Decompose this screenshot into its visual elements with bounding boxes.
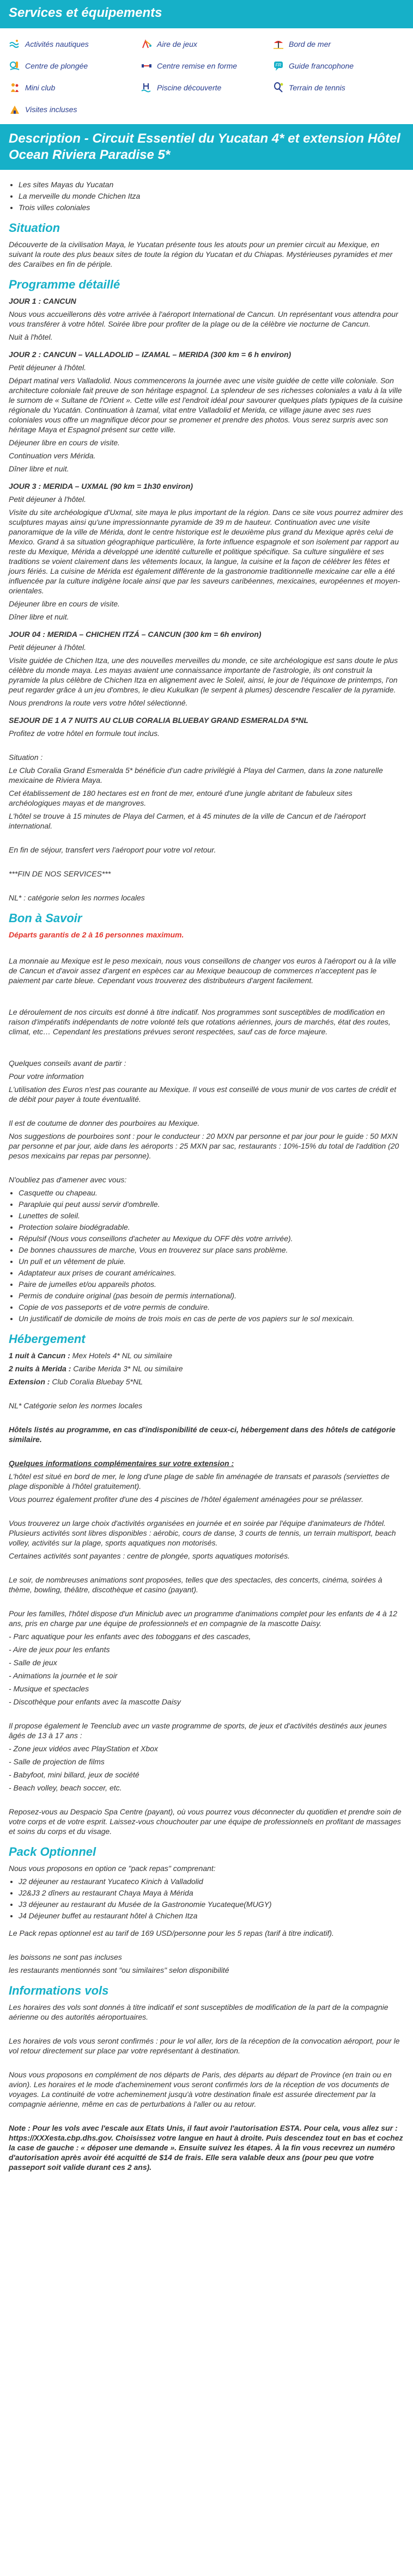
situation-text: Découverte de la civilisation Maya, le Yucatan présente tous les atouts pour un premier circuit au Mexique, en suivant la route des plus beaux sites de toute la région du Yucatan et du Chiapas. Mystérieuses pyramides et mer des Caraïbes en fin de périple.: [9, 240, 393, 268]
lodging-nl-note: NL* Catégorie selon les normes locales: [9, 1401, 143, 1410]
day-title: JOUR 2 : CANCUN – VALLADOLID – IZAMAL – MERIDA (300 km = 6 h environ): [9, 350, 291, 359]
diving-icon: [9, 60, 21, 72]
list-item: • Répulsif (Nous vous conseillons d'acheter au Mexique du OFF dès votre arrivée).: [19, 1234, 404, 1243]
list-item: • Copie de vos passeports et de votre permis de conduire.: [19, 1302, 404, 1312]
list-item: • Lunettes de soleil.: [19, 1211, 404, 1220]
visit-icon: [9, 103, 21, 115]
list-item: • Les sites Mayas du Yucatan: [19, 180, 404, 189]
amenity-item: Centre remise en forme: [141, 60, 272, 72]
list-item: • Paire de jumelles et/ou appareils photos.: [19, 1279, 404, 1289]
list-item: • Trois villes coloniales: [19, 203, 404, 212]
optional-restaurants: les restaurants mentionnés sont "ou similaires" selon disponibilité: [9, 1966, 229, 1974]
optional-drinks: les boissons ne sont pas incluses: [9, 1953, 122, 1961]
pool-icon: [141, 82, 153, 94]
day-block: JOUR 3 : MERIDA – UXMAL (90 km = 1h30 environ) Petit déjeuner à l'hôtel. Visite du site archéologique d'Uxmal, site maya le plus important de la région. Dans ce site vous pourrez admirer des sculptures mayas ainsi qu'une impressionnante pyramide de 39 m de hauteur. Continuation avec une visite panoramique de la ville de Mérida, dont le centre historique est le deuxième plus grand du Mexique après celui de Mexico. Grand à sa situation géographique particulière, la forte influence espagnole et son isolement par rapport au reste du Mexique, Mérida a développé une identité culturelle et politique spécifique. Sa culture singulière et ses traditions se voient clairement dans les vêtements locaux, la langue, la cuisine et la façon de célébrer les fêtes et jours fériés. La cuisine de Mérida est également différente de la gastronomie traditionnelle mexicaine car elle a été influencée par la culture indigène locale ainsi que par les saveurs caribéennes, mexicaines, européennes et moyen-orientales. Déjeuner libre en cours de visite. Dîner libre et nuit.: [9, 481, 404, 622]
order-text: Le déroulement de nos circuits est donné à titre indicatif. Nos programmes sont susceptibles de modification en raison d'impératifs indépendants de notre volonté tels que rotations aériennes, jours de marchés, état des routes, climat, etc… Cependant les prestations prévues seront respectées, sauf cas de force majeure.: [9, 1008, 391, 1036]
day-title: JOUR 04 : MERIDA – CHICHEN ITZÁ – CANCUN (300 km = 6h environ): [9, 630, 262, 639]
fitness-icon: [141, 60, 153, 72]
page-title-line2: Ocean Riviera Paradise 5*: [9, 148, 171, 162]
services-banner: [0, 0, 413, 28]
list-item: • De bonnes chaussures de marche, Vous en trouverez sur place sans problème.: [19, 1245, 404, 1255]
amenities-grid: [0, 28, 413, 124]
list-item: • Casquette ou chapeau.: [19, 1188, 404, 1198]
end-line: En fin de séjour, transfert vers l'aéroport pour votre vol retour.: [9, 845, 216, 854]
beach-icon: [272, 38, 284, 50]
page-title: Description - Circuit Essentiel du Yucatan 4* et extension Hôtel: [9, 131, 400, 146]
good-to-know-heading: Bon à Savoir: [9, 911, 82, 925]
day-title: JOUR 1 : CANCUN: [9, 297, 76, 305]
lodging-heading: Hébergement: [9, 1332, 86, 1346]
lodging-line: 2 nuits à Merida : Caribe Merida 3* NL ou similaire: [9, 1364, 183, 1373]
highlights-list: [9, 180, 404, 212]
list-item: • Protection solaire biodégradable.: [19, 1222, 404, 1232]
optional-price: Le Pack repas optionnel est au tarif de 169 USD/personne pour les 5 repas (tarif à titre indicatif).: [9, 1929, 334, 1937]
amenity-item: Piscine découverte: [141, 82, 272, 94]
day-block: JOUR 2 : CANCUN – VALLADOLID – IZAMAL – MERIDA (300 km = 6 h environ) Petit déjeuner à l'hôtel. Départ matinal vers Valladolid. Nous commencerons la journée avec une visite guidée de cette ville coloniale. Son architecture coloniale fait preuve de son héritage espagnol. La splendeur de ses richesses coloniales a valu à la ville le surnom de « Sultane de l'Orient ». Cette ville est l'endroit idéal pour savourer quelques plats typiques de la cuisine régionale du Yucatán. Continuation à Izamal, vitat entre Valladolid et Merida, ce village jaune avec ses rues coloniales vous offre un magnifique décor pour se promener et prendre des photos. Vous serez surpris avec son héritage Maya et Espagnol présent sur cette ville. Déjeuner libre en cours de visite. Continuation vers Mérida. Dîner libre et nuit.: [9, 349, 404, 474]
kids-club-icon: [9, 82, 21, 94]
main-content: • Les sites Mayas du Yucatan • La merveille du monde Chichen Itza • Trois villes coloniales Situation Découverte de la civilisation Maya, le Yucatan présente tous les atouts pour un premier circuit au Mexique, en suivant la route des plus beaux sites de toute la région du Yucatan et du Chiapas. Mystérieuses pyramides et mer des Caraïbes en fin de périple. Programme détaillé JOUR 1 : CANCUN Nous vous accueillerons dès votre arrivée à l'aéroport International de Cancun. Un représentant vous attendra pour vous transférer à votre hôtel. Soirée libre pour profiter de la plage ou de la célèbre vie nocturne de Cancun. Nuit à l'hôtel. JOUR 2 : CANCUN – VALLADOLID – IZAMAL – MERIDA (300 km = 6 h environ) Petit déjeuner à l'hôtel. Départ matinal vers Valladolid. Nous commencerons la journée avec une visite guidée de cette ville coloniale. Son architecture coloniale fait preuve de son héritage espagnol. La splendeur de ses richesses coloniales a valu à la ville le surnom de « Sultane de l'Orient ». Cette ville est l'endroit idéal pour savourer quelques plats typiques de la cuisine régionale du Yucatán. Continuation à Izamal, vitat entre Valladolid et Merida, ce village jaune avec ses rues coloniales vous offre un magnifique décor pour se promener et prendre des photos. Vous serez surpris avec son héritage Maya et Espagnol présent sur cette ville. Déjeuner libre en cours de visite. Continuation vers Mérida. Dîner libre et nuit. JOUR 3 : MERIDA – UXMAL (90 km = 1h30 environ) Petit déjeuner à l'hôtel. Visite du site archéologique d'Uxmal, site maya le plus important de la région. Dans ce site vous pourrez admirer des sculptures mayas ainsi qu'une impressionnante pyramide de 39 m de hauteur. Continuation avec une visite panoramique de la ville de Mérida, dont le centre historique est le deuxième plus grand du Mexique après celui de Mexico. Grand à sa situation géographique particulière, la forte influence espagnole et son isolement par rapport au reste du Mexique, Mérida a développé une identité culturelle et politique spécifique. Sa culture singulière et ses traditions se voient clairement dans les vêtements locaux, la langue, la cuisine et la façon de célébrer les fêtes et jours fériés. La cuisine de Mérida est également différente de la gastronomie traditionnelle mexicaine car elle a été influencée par la culture indigène locale ainsi que par les saveurs caribéennes, mexicaines, européennes et moyen-orientales. Déjeuner libre en cours de visite. Dîner libre et nuit. JOUR 04 : MERIDA – CHICHEN ITZÁ – CANCUN (300 km = 6h environ) Petit déjeuner à l'hôtel. Visite guidée de Chichen Itza, une des nouvelles merveilles du monde, ce site archéologique est sans doute le plus célèbre du monde maya. Les mayas avaient une connaissance importante de l'astrologie, ils ont construit la pyramide la plus célèbre de Chichen Itza en alignement avec le Soleil, ainsi, le jour de l'équinoxe de printemps, l'on peut regarder grâce à un jeu d'ombres, le dieu Kukulkan (le serpent à plumes) descendre l'escalier de la pyramide. Nous prendrons la route vers votre hôtel sélectionné. SEJOUR DE 1 A 7 NUITS AU CLUB CORALIA BLUEBAY GRAND ESMERALDA 5*NL Profitez de votre hôtel en formule tout inclus. Situation : Le Club Coralia Grand Esmeralda 5* bénéficie d'un cadre privilégié à Playa del Carmen, dans la zone naturelle mexicaine de Riviera Maya. Cet établissement de 180 hectares est en front de mer, entouré d'une jungle abritant de fabuleux sites archéologiques mayas et de mangroves. L'hôtel se trouve à 15 minutes de Playa del Carmen, et à 45 minutes de la ville de Cancun et de l'aéroport international. En fin de séjour, transfert vers l'aéroport pour votre vol retour. ***FIN DE NOS SERVICES*** NL* : catégorie selon les normes locales Bon à Savoir Départs garantis de 2 à 16 personnes maximum. La monnaie au Mexique est le peso mexicain, nous vous conseillons de changer vos euros à l'aéroport ou à la ville de Cancun et d'avoir assez d'argent en espèces car au Mexique beaucoup de commerces n'acceptent pas le paiement par carte bleue. Cependant vous trouverez des distributeurs d'argent facilement. Le déroulement de nos circuits est donné à titre indicatif. Nos programmes sont susceptibles de modification en raison d'impératifs indépendants de notre volonté tels que rotations aériennes, jours de marchés, état des routes, climat, etc… Cependant les prestations prévues seront respectées, sauf cas de force majeure. Quelques conseils avant de partir : Pour votre information L'utilisation des Euros n'est pas courante au Mexique. Il vous est conseillé de vous munir de vos cartes de crédit et de débit pour payer à toute éventualité. Il est de coutume de donner des pourboires au Mexique. Nos suggestions de pourboires sont : pour le conducteur : 20 MXN par personne et par jour pour le guide : 50 MXN par personne et par jour, aide dans les aéroports : 25 MXN par sac, restaurants : 10%-15% du total de l'addition (20 pesos mexicains par repas par personne). N'oubliez pas d'amener avec vous: • Casquette ou chapeau. • Parapluie qui peut aussi servir d'ombrelle. • Lunettes de soleil. • Protection solaire biodégradable. • Répulsif (Nous vous conseillons d'acheter au Mexique du OFF dès votre arrivée). • De bonnes chaussures de marche, Vous en trouverez sur place sans problème. • Un pull et un vêtement de pluie. • Adaptateur aux prises de courant américaines. • Paire de jumelles et/ou appareils photos. • Permis de conduire original (pas besoin de permis international). • Copie de vos passeports et de votre permis de conduire. • Un justificatif de domicile de moins de trois mois en cas de perte de vos papiers sur le sol mexicain. Hébergement 1 nuit à Cancun : Mex Hotels 4* NL ou similaire 2 nuits à Merida : Caribe Merida 3* NL ou similaire Extension : Club Coralia Bluebay 5*NL NL* Catégorie selon les normes locales Hôtels listés au programme, en cas d'indisponibilité de ceux-ci, hébergement dans des hôtels de catégorie similaire. Quelques informations complémentaires sur votre extension : L'hôtel est situé en bord de mer, le long d'une plage de sable fin aménagée de transats et parasols (serviettes de plage disponible à l'hôtel gratuitement). Vous pourrez également profiter d'une des 4 piscines de l'hôtel également aménagées pour se prélasser. Vous trouverez un large choix d'activités organisées en journée et en soirée par l'équipe d'animateurs de l'hôtel. Plusieurs activités sont libres disponibles : aérobic, cours de danse, 3 courts de tennis, un terrain multisport, beach volley, activités sur la plage, sports aquatiques non motorisés. Certaines activités sont payantes : centre de plongée, sports aquatiques motorisés. Le soir, de nombreuses animations sont proposées, telles que des spectacles, des concerts, cinéma, soirées à thème, bowling, théâtre, discothèque et casino (payant). Pour les familles, l'hôtel dispose d'un Miniclub avec un programme d'animations complet pour les enfants de 4 à 12 ans, pris en charge par une équipe de professionnels et en compagnie de la mascotte Daisy. - Parc aquatique pour les enfants avec des toboggans et des cascades, - Aire de jeux pour les enfants - Salle de jeux - Animations la journée et le soir - Musique et spectacles - Discothèque pour enfants avec la mascotte Daisy Il propose également le Teenclub avec un vaste programme de sports, de jeux et d'activités destinés aux jeunes âgés de 13 à 17 ans : - Zone jeux vidéos avec PlayStation et Xbox - Salle de projection de films - Babyfoot, mini billard, jeux de société - Beach volley, beach soccer, etc. Reposez-vous au Despacio Spa Centre (payant), où vous pourrez vous déconnecter du quotidien et prendre soin de votre corps et de votre esprit. Laissez-vous chouchouter par une équipe de professionnels en profitant de massages et soins du corps et du visage. Pack Optionnel Nous vous proposons en option ce "pack repas" comprenant: • J2 déjeuner au restaurant Yucateco Kinich à Valladolid • J2&J3 2 dîners au restaurant Chaya Maya à Mérida • J3 déjeuner au restaurant du Musée de la Gastronomie Yucateque(MUGY) • J4 Déjeuner buffet au restaurant hôtel à Chichen Itza Le Pack repas optionnel est au tarif de 169 USD/personne pour les 5 repas (tarif à titre indicatif). les boissons ne sont pas incluses les restaurants mentionnés sont "ou similaires" selon disponibilité Informations vols Les horaires des vols sont donnés à titre indicatif et sont susceptibles de modification de la part de la compagnie aérienne ou des autorités aéroportuaires. Les horaires de vols vous seront confirmés : pour le vol aller, lors de la réception de la convocation aéroport, pour le vol retour directement sur place par votre représentant à destination. Nous vous proposons en complément de nos départs de Paris, des départs au départ de Province (en train ou en avion). Les horaires et le mode d'acheminement vous seront confirmés lors de la réception de vos documents de voyages. La continuité de votre acheminement jusqu'à votre destination finale est assurée directement par la compagnie aérienne, même en cas de perturbations à l'aller ou au retour. Note : Pour les vols avec l'escale aux Etats Unis, il faut avoir l'autorisation ESTA. Pour cela, vous allez sur : https://XXXesta.cbp.dhs.gov. Choisissez votre langue en haut à droite. Puis descendez tout en bas et cochez la case de gauche : « déposer une demande ». Ensuite suivez les étapes. À la fin vous recevrez un numéro d'autorisation après avoir été acquitté de $14 de frais. Elle sera valable deux ans (pour peu que votre passeport soit valide durant ces 2 ans).: [0, 170, 413, 2188]
situation-heading: Situation: [9, 221, 60, 235]
list-item: • Permis de conduire original (pas besoin de permis international).: [19, 1291, 404, 1301]
list-item: • La merveille du monde Chichen Itza: [19, 191, 404, 201]
guide-icon: [272, 60, 284, 72]
tennis-icon: [272, 82, 284, 94]
lodging-line: 1 nuit à Cancun : Mex Hotels 4* NL ou similaire: [9, 1351, 173, 1360]
stay-subtitle: Profitez de votre hôtel en formule tout inclus.: [9, 729, 160, 738]
amenity-item: Bord de mer: [272, 38, 404, 50]
day-block: JOUR 1 : CANCUN Nous vous accueillerons dès votre arrivée à l'aéroport International de Cancun. Un représentant vous attendra pour vous transférer à votre hôtel. Soirée libre pour profiter de la plage ou de la célèbre vie nocturne de Cancun. Nuit à l'hôtel.: [9, 296, 404, 342]
services-title: Services et équipements: [9, 5, 162, 20]
amenity-item: Activités nautiques: [9, 38, 141, 50]
nl-note: NL* : catégorie selon les normes locales: [9, 893, 145, 902]
list-item: • J3 déjeuner au restaurant du Musée de la Gastronomie Yucateque(MUGY): [19, 1899, 404, 1909]
program-heading: Programme détaillé: [9, 278, 120, 291]
list-item: • Un justificatif de domicile de moins de trois mois en cas de perte de vos papiers sur le sol mexicain.: [19, 1314, 404, 1323]
amenity-item: Visites incluses: [9, 103, 141, 115]
description-banner: [0, 124, 413, 170]
list-item: • Adaptateur aux prises de courant américaines.: [19, 1268, 404, 1278]
lodging-extra-title: Quelques informations complémentaires sur votre extension :: [9, 1459, 234, 1468]
currency-text: La monnaie au Mexique est le peso mexicain, nous vous conseillons de changer vos euros à l'aéroport ou à la ville de Cancun et d'avoir assez d'argent en espèces car au Mexique beaucoup de commerces n'acceptent pas le paiement par carte bleue. Cependant vous trouverez des distributeurs d'argent facilement.: [9, 956, 396, 985]
info-heading: Informations vols: [9, 1984, 109, 1997]
end-services: ***FIN DE NOS SERVICES***: [9, 869, 111, 878]
bring-list: [9, 1188, 404, 1323]
visa-note: Note : Pour les vols avec l'escale aux Etats Unis, il faut avoir l'autorisation ESTA. Pour cela, vous allez sur : https://XXXesta.cbp.dhs.gov. Choisissez votre langue en haut à droite. Puis descendez tout en bas et cochez la case de gauche : « déposer une demande ». Ensuite suivez les étapes. À la fin vous recevrez un numéro d'autorisation après avoir été acquitté de $14 de frais. Elle sera valable deux ans (pour peu que votre passeport soit valide durant ces 2 ans).: [9, 2124, 403, 2172]
list-item: • J2 déjeuner au restaurant Yucateco Kinich à Valladolid: [19, 1876, 404, 1886]
day-title: JOUR 3 : MERIDA – UXMAL (90 km = 1h30 environ): [9, 482, 193, 490]
list-item: • J2&J3 2 dîners au restaurant Chaya Maya à Mérida: [19, 1888, 404, 1898]
amenity-item: Aire de jeux: [141, 38, 272, 50]
amenity-item: Centre de plongée: [9, 60, 141, 72]
stay-title: SEJOUR DE 1 A 7 NUITS AU CLUB CORALIA BLUEBAY GRAND ESMERALDA 5*NL: [9, 716, 308, 725]
list-item: • Parapluie qui peut aussi servir d'ombrelle.: [19, 1199, 404, 1209]
amenity-item: FR Guide francophone: [272, 60, 404, 72]
docs-intro: Quelques conseils avant de partir :: [9, 1059, 126, 1068]
optional-intro: Nous vous proposons en option ce "pack repas" comprenant:: [9, 1864, 216, 1873]
list-item: • J4 Déjeuner buffet au restaurant hôtel à Chichen Itza: [19, 1911, 404, 1921]
day-block: JOUR 04 : MERIDA – CHICHEN ITZÁ – CANCUN (300 km = 6h environ) Petit déjeuner à l'hôtel. Visite guidée de Chichen Itza, une des nouvelles merveilles du monde, ce site archéologique est sans doute le plus célèbre du monde maya. Les mayas avaient une connaissance importante de l'astrologie, ils ont construit la pyramide la plus célèbre de Chichen Itza en alignement avec le Soleil, ainsi, le jour de l'équinoxe de printemps, l'on peut regarder grâce à un jeu d'ombres, le dieu Kukulkan (le serpent à plumes) descendre l'escalier de la pyramide. Nous prendrons la route vers votre hôtel sélectionné.: [9, 629, 404, 708]
optional-heading: Pack Optionnel: [9, 1845, 96, 1859]
guarantee-text: Départs garantis de 2 à 16 personnes maximum.: [9, 930, 184, 939]
amenity-item: Terrain de tennis: [272, 82, 404, 94]
playground-icon: [141, 38, 153, 50]
svg-text:FR: FR: [275, 63, 282, 68]
stay-situation-label: Situation :: [9, 753, 43, 762]
lodging-line: Extension : Club Coralia Bluebay 5*NL: [9, 1377, 143, 1386]
lodging-notice: Hôtels listés au programme, en cas d'indisponibilité de ceux-ci, hébergement dans des hôtels de catégorie similaire.: [9, 1425, 396, 1444]
optional-list: [9, 1876, 404, 1921]
waves-icon: [9, 38, 21, 50]
amenity-item: Mini club: [9, 82, 141, 94]
list-item: • Un pull et un vêtement de pluie.: [19, 1256, 404, 1266]
